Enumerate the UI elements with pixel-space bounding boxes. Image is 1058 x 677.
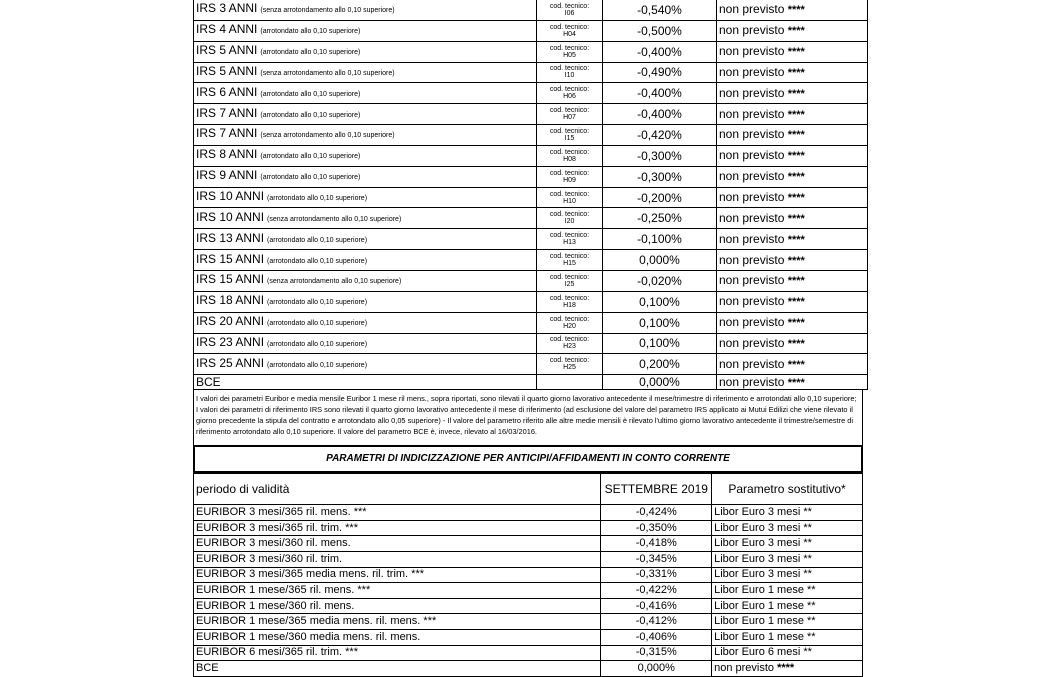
irs-name-cell — [194, 270, 537, 291]
irs-name: IRS 3 ANNI — [196, 1, 258, 16]
irs-name-cell — [194, 229, 537, 250]
irs-substitute-cell — [717, 0, 868, 20]
irs-substitute-cell — [717, 20, 868, 41]
bce2-name: BCE — [194, 661, 601, 677]
table-row — [194, 551, 863, 567]
table-row — [194, 354, 868, 375]
table-row — [194, 505, 863, 521]
irs-substitute-cell — [717, 145, 868, 166]
bce-substitute — [717, 375, 868, 390]
euribor-value: -0,406% — [601, 629, 712, 645]
table-row — [194, 520, 863, 536]
irs-value: -0,300% — [603, 145, 717, 166]
irs-name: IRS 9 ANNI — [196, 168, 258, 183]
irs-name-cell — [194, 104, 537, 125]
irs-value: -0,400% — [603, 83, 717, 104]
irs-stars: **** — [787, 108, 805, 121]
irs-name-cell — [194, 354, 537, 375]
table-row — [194, 41, 868, 62]
bce-row-2 — [194, 661, 863, 677]
irs-name: IRS 20 ANNI — [196, 314, 265, 329]
irs-code-cell — [537, 166, 603, 187]
irs-note: (arrotondato allo 0,10 superiore) — [267, 340, 368, 348]
irs-stars: **** — [787, 233, 805, 246]
irs-stars: **** — [787, 171, 805, 184]
irs-substitute: non previsto — [719, 23, 785, 38]
irs-name-cell — [194, 83, 537, 104]
bce-code — [537, 375, 603, 390]
euribor-substitute: Libor Euro 3 mesi ** — [712, 551, 863, 567]
irs-value: -0,250% — [603, 208, 717, 229]
table-row — [194, 312, 868, 333]
table-row — [194, 270, 868, 291]
irs-code-label: cod. tecnico: — [549, 86, 590, 94]
irs-name-cell — [194, 291, 537, 312]
irs-substitute: non previsto — [719, 356, 785, 371]
irs-value: 0,100% — [603, 333, 717, 354]
irs-stars: **** — [787, 66, 805, 79]
irs-code-label: cod. tecnico: — [549, 211, 590, 219]
irs-code: I10 — [564, 72, 575, 80]
irs-value: -0,490% — [603, 62, 717, 83]
irs-value: -0,200% — [603, 187, 717, 208]
irs-code-label: cod. tecnico: — [549, 65, 590, 73]
irs-code-cell — [537, 208, 603, 229]
irs-stars: **** — [787, 317, 805, 330]
irs-value: 0,100% — [603, 291, 717, 312]
irs-substitute: non previsto — [719, 148, 785, 163]
table-row — [194, 187, 868, 208]
euribor-substitute: Libor Euro 1 mese ** — [712, 614, 863, 630]
table-row — [194, 104, 868, 125]
table-row — [194, 62, 868, 83]
irs-note: (senza arrotondamento allo 0,10 superiore) — [260, 132, 395, 140]
irs-name-cell — [194, 62, 537, 83]
irs-code-cell — [537, 145, 603, 166]
bce-stars: **** — [787, 376, 805, 389]
euribor-value: -0,412% — [601, 614, 712, 630]
irs-value: -0,540% — [603, 0, 717, 20]
irs-value: 0,000% — [603, 250, 717, 271]
table-row — [194, 614, 863, 630]
irs-code: H09 — [563, 176, 576, 184]
irs-code: H23 — [563, 343, 576, 351]
irs-code-cell — [537, 187, 603, 208]
irs-note: (arrotondato allo 0,10 superiore) — [260, 90, 361, 98]
euribor-name: EURIBOR 1 mese/365 media mens. ril. mens. *** — [194, 614, 601, 630]
irs-name-cell — [194, 333, 537, 354]
irs-code-label: cod. tecnico: — [549, 2, 590, 10]
header-month: SETTEMBRE 2019 — [601, 474, 712, 505]
irs-name: IRS 5 ANNI — [196, 43, 258, 58]
euribor-substitute: Libor Euro 3 mesi ** — [712, 567, 863, 583]
irs-code-label: cod. tecnico: — [549, 273, 590, 281]
irs-name: IRS 6 ANNI — [196, 84, 258, 99]
irs-substitute: non previsto — [719, 210, 785, 225]
irs-name-cell — [194, 20, 537, 41]
irs-name: IRS 8 ANNI — [196, 147, 258, 162]
irs-note: (senza arrotondamento allo 0,10 superiore) — [267, 215, 402, 223]
irs-name-cell — [194, 166, 537, 187]
irs-stars: **** — [787, 46, 805, 59]
irs-name: IRS 7 ANNI — [196, 105, 258, 120]
irs-code: H04 — [563, 30, 576, 38]
irs-code-label: cod. tecnico: — [549, 190, 590, 198]
irs-stars: **** — [787, 212, 805, 225]
irs-substitute-cell — [717, 312, 868, 333]
irs-note: (arrotondato allo 0,10 superiore) — [267, 257, 368, 265]
section-heading: PARAMETRI DI INDICIZZAZIONE PER ANTICIPI/AFFIDAMENTI IN CONTO CORRENTE — [193, 446, 863, 473]
irs-substitute-cell — [717, 354, 868, 375]
irs-code-label: cod. tecnico: — [549, 127, 590, 135]
euribor-name: EURIBOR 1 mese/360 media mens. ril. mens. — [194, 629, 601, 645]
table-row — [194, 229, 868, 250]
irs-note: (arrotondato allo 0,10 superiore) — [267, 195, 368, 203]
irs-substitute-cell — [717, 62, 868, 83]
irs-name: IRS 5 ANNI — [196, 63, 258, 78]
table-row — [194, 567, 863, 583]
irs-stars: **** — [787, 4, 805, 17]
irs-substitute: non previsto — [719, 169, 785, 184]
irs-name-cell — [194, 187, 537, 208]
euribor-header-row — [194, 474, 863, 505]
irs-substitute: non previsto — [719, 335, 785, 350]
note-paragraph: I valori dei parametri Euribor e media mensile Euribor 1 mese ril mens., sopra riportati, sono rilevati il quarto giorno lavorativo antecedente il mese/trimestre di riferimento e arrotondati allo 0,10 superiore; I valori dei parametri di riferimento IRS sono rilevati il quarto giorno lavorativo antecedente il mese di riferimento (ad esclusione del valore del parametro IRS applicato ai Mutui Edilizi che viene rilevato il giorno precedente la stipula del contratto e arrotondato allo 0,05 superiore) - Il valore del parametro riferito alle altre medie mensili è rilevato l'ultimo giorno lavorativo antecedente il trimestre/semestre di riferimento arrotondato allo 0,10 superiore. Il valore del parametro BCE è, invece, rilevato al 16/03/2016. — [193, 390, 863, 446]
irs-substitute-cell — [717, 250, 868, 271]
irs-substitute: non previsto — [719, 315, 785, 330]
irs-substitute-cell — [717, 104, 868, 125]
table-row — [194, 83, 868, 104]
document-page — [193, 0, 863, 677]
bce-name: BCE — [194, 375, 537, 390]
table-row — [194, 0, 868, 20]
irs-note: (arrotondato allo 0,10 superiore) — [267, 320, 368, 328]
irs-substitute: non previsto — [719, 190, 785, 205]
irs-code: H06 — [563, 93, 576, 101]
irs-code-cell — [537, 333, 603, 354]
irs-note: (senza arrotondamento allo 0,10 superiore) — [267, 278, 402, 286]
irs-substitute-cell — [717, 270, 868, 291]
irs-substitute-cell — [717, 291, 868, 312]
header-substitute: Parametro sostitutivo* — [712, 474, 863, 505]
table-row — [194, 536, 863, 552]
irs-substitute: non previsto — [719, 2, 785, 17]
irs-name: IRS 7 ANNI — [196, 126, 258, 141]
euribor-substitute: Libor Euro 1 mese ** — [712, 598, 863, 614]
bce-row — [194, 375, 868, 390]
irs-code: H05 — [563, 51, 576, 59]
irs-substitute-cell — [717, 187, 868, 208]
irs-code-cell — [537, 229, 603, 250]
irs-code-label: cod. tecnico: — [549, 23, 590, 31]
irs-code-label: cod. tecnico: — [549, 169, 590, 177]
irs-code-cell — [537, 0, 603, 20]
irs-substitute-cell — [717, 208, 868, 229]
irs-value: -0,420% — [603, 125, 717, 146]
euribor-substitute: Libor Euro 3 mesi ** — [712, 536, 863, 552]
irs-stars: **** — [787, 129, 805, 142]
irs-substitute-cell — [717, 125, 868, 146]
irs-stars: **** — [787, 150, 805, 163]
irs-name: IRS 4 ANNI — [196, 22, 258, 37]
irs-code-label: cod. tecnico: — [549, 315, 590, 323]
bce2-value: 0,000% — [601, 661, 712, 677]
irs-stars: **** — [787, 25, 805, 38]
euribor-name: EURIBOR 1 mese/365 ril. mens. *** — [194, 583, 601, 599]
irs-code: I06 — [564, 9, 575, 17]
euribor-name: EURIBOR 3 mesi/365 ril. mens. *** — [194, 505, 601, 521]
euribor-value: -0,418% — [601, 536, 712, 552]
irs-code-label: cod. tecnico: — [549, 357, 590, 365]
irs-value: -0,300% — [603, 166, 717, 187]
irs-code-cell — [537, 312, 603, 333]
table-row — [194, 629, 863, 645]
euribor-table — [193, 473, 863, 677]
bce2-substitute-text: non previsto — [714, 661, 775, 674]
bce2-substitute — [712, 661, 863, 677]
irs-code-label: cod. tecnico: — [549, 294, 590, 302]
euribor-substitute: Libor Euro 3 mesi ** — [712, 520, 863, 536]
irs-value: 0,100% — [603, 312, 717, 333]
irs-stars: **** — [787, 192, 805, 205]
irs-code: I20 — [564, 218, 575, 226]
table-row — [194, 166, 868, 187]
table-row — [194, 250, 868, 271]
irs-stars: **** — [787, 87, 805, 100]
irs-name-cell — [194, 41, 537, 62]
table-row — [194, 583, 863, 599]
irs-name-cell — [194, 312, 537, 333]
irs-code: I25 — [564, 280, 575, 288]
irs-code: H07 — [563, 114, 576, 122]
irs-stars: **** — [787, 275, 805, 288]
irs-substitute: non previsto — [719, 231, 785, 246]
irs-code-cell — [537, 62, 603, 83]
euribor-substitute: Libor Euro 6 mesi ** — [712, 645, 863, 661]
irs-substitute: non previsto — [719, 106, 785, 121]
irs-name: IRS 23 ANNI — [196, 334, 265, 349]
irs-substitute: non previsto — [719, 273, 785, 288]
irs-code-label: cod. tecnico: — [549, 232, 590, 240]
irs-note: (senza arrotondamento allo 0,10 superiore) — [260, 69, 395, 77]
irs-code-cell — [537, 125, 603, 146]
irs-name: IRS 25 ANNI — [196, 355, 265, 370]
irs-value: -0,020% — [603, 270, 717, 291]
euribor-value: -0,345% — [601, 551, 712, 567]
irs-table — [193, 0, 868, 390]
table-row — [194, 598, 863, 614]
euribor-value: -0,422% — [601, 583, 712, 599]
irs-note: (arrotondato allo 0,10 superiore) — [260, 28, 361, 36]
irs-substitute: non previsto — [719, 44, 785, 59]
irs-substitute: non previsto — [719, 127, 785, 142]
irs-note: (arrotondato allo 0,10 superiore) — [260, 49, 361, 57]
irs-substitute-cell — [717, 83, 868, 104]
euribor-name: EURIBOR 3 mesi/365 media mens. ril. trim. *** — [194, 567, 601, 583]
irs-name: IRS 10 ANNI — [196, 189, 265, 204]
euribor-substitute: Libor Euro 3 mesi ** — [712, 505, 863, 521]
irs-code: H13 — [563, 239, 576, 247]
irs-code: H20 — [563, 322, 576, 330]
irs-code-cell — [537, 250, 603, 271]
irs-code-label: cod. tecnico: — [549, 336, 590, 344]
bce-value: 0,000% — [603, 375, 717, 390]
irs-note: (arrotondato allo 0,10 superiore) — [267, 361, 368, 369]
irs-substitute: non previsto — [719, 64, 785, 79]
table-row — [194, 145, 868, 166]
irs-name: IRS 18 ANNI — [196, 293, 265, 308]
irs-stars: **** — [787, 296, 805, 309]
irs-name: IRS 13 ANNI — [196, 230, 265, 245]
irs-substitute: non previsto — [719, 85, 785, 100]
irs-name-cell — [194, 0, 537, 20]
irs-code-cell — [537, 83, 603, 104]
table-row — [194, 20, 868, 41]
irs-code: H15 — [563, 260, 576, 268]
irs-substitute-cell — [717, 166, 868, 187]
irs-code-cell — [537, 270, 603, 291]
irs-value: -0,500% — [603, 20, 717, 41]
irs-stars: **** — [787, 358, 805, 371]
irs-substitute: non previsto — [719, 294, 785, 309]
irs-note: (arrotondato allo 0,10 superiore) — [267, 299, 368, 307]
euribor-substitute: Libor Euro 1 mese ** — [712, 583, 863, 599]
irs-value: 0,200% — [603, 354, 717, 375]
euribor-name: EURIBOR 3 mesi/360 ril. mens. — [194, 536, 601, 552]
irs-note: (senza arrotondamento allo 0,10 superiore) — [260, 7, 395, 15]
irs-substitute: non previsto — [719, 252, 785, 267]
irs-code-label: cod. tecnico: — [549, 44, 590, 52]
irs-name: IRS 15 ANNI — [196, 251, 265, 266]
irs-value: -0,100% — [603, 229, 717, 250]
irs-code-label: cod. tecnico: — [549, 253, 590, 261]
irs-code-cell — [537, 354, 603, 375]
euribor-value: -0,424% — [601, 505, 712, 521]
irs-name: IRS 10 ANNI — [196, 209, 265, 224]
bce-substitute-text: non previsto — [719, 374, 785, 389]
irs-code-cell — [537, 20, 603, 41]
irs-substitute-cell — [717, 333, 868, 354]
irs-code: I15 — [564, 134, 575, 142]
irs-substitute-cell — [717, 41, 868, 62]
irs-code-label: cod. tecnico: — [549, 148, 590, 156]
irs-name-cell — [194, 250, 537, 271]
irs-note: (arrotondato allo 0,10 superiore) — [267, 236, 368, 244]
euribor-name: EURIBOR 3 mesi/360 ril. trim. — [194, 551, 601, 567]
irs-name-cell — [194, 125, 537, 146]
irs-name: IRS 15 ANNI — [196, 272, 265, 287]
irs-note: (arrotondato allo 0,10 superiore) — [260, 111, 361, 119]
irs-code-cell — [537, 104, 603, 125]
euribor-value: -0,350% — [601, 520, 712, 536]
irs-value: -0,400% — [603, 104, 717, 125]
euribor-name: EURIBOR 6 mesi/365 ril. trim. *** — [194, 645, 601, 661]
table-row — [194, 125, 868, 146]
irs-stars: **** — [787, 337, 805, 350]
irs-name-cell — [194, 208, 537, 229]
euribor-value: -0,416% — [601, 598, 712, 614]
irs-substitute-cell — [717, 229, 868, 250]
irs-note: (arrotondato allo 0,10 superiore) — [260, 153, 361, 161]
euribor-name: EURIBOR 3 mesi/365 ril. trim. *** — [194, 520, 601, 536]
euribor-name: EURIBOR 1 mese/360 ril. mens. — [194, 598, 601, 614]
euribor-substitute: Libor Euro 1 mese ** — [712, 629, 863, 645]
irs-name-cell — [194, 145, 537, 166]
table-row — [194, 333, 868, 354]
irs-value: -0,400% — [603, 41, 717, 62]
irs-code-label: cod. tecnico: — [549, 107, 590, 115]
table-row — [194, 645, 863, 661]
irs-code-cell — [537, 291, 603, 312]
irs-code: H18 — [563, 301, 576, 309]
euribor-value: -0,331% — [601, 567, 712, 583]
irs-stars: **** — [787, 254, 805, 267]
table-row — [194, 291, 868, 312]
euribor-value: -0,315% — [601, 645, 712, 661]
header-period: periodo di validità — [194, 474, 601, 505]
irs-code: H10 — [563, 197, 576, 205]
table-row — [194, 208, 868, 229]
irs-note: (arrotondato allo 0,10 superiore) — [260, 174, 361, 182]
irs-code: H25 — [563, 364, 576, 372]
irs-code: H08 — [563, 155, 576, 163]
irs-code-cell — [537, 41, 603, 62]
bce2-stars: **** — [777, 661, 795, 674]
